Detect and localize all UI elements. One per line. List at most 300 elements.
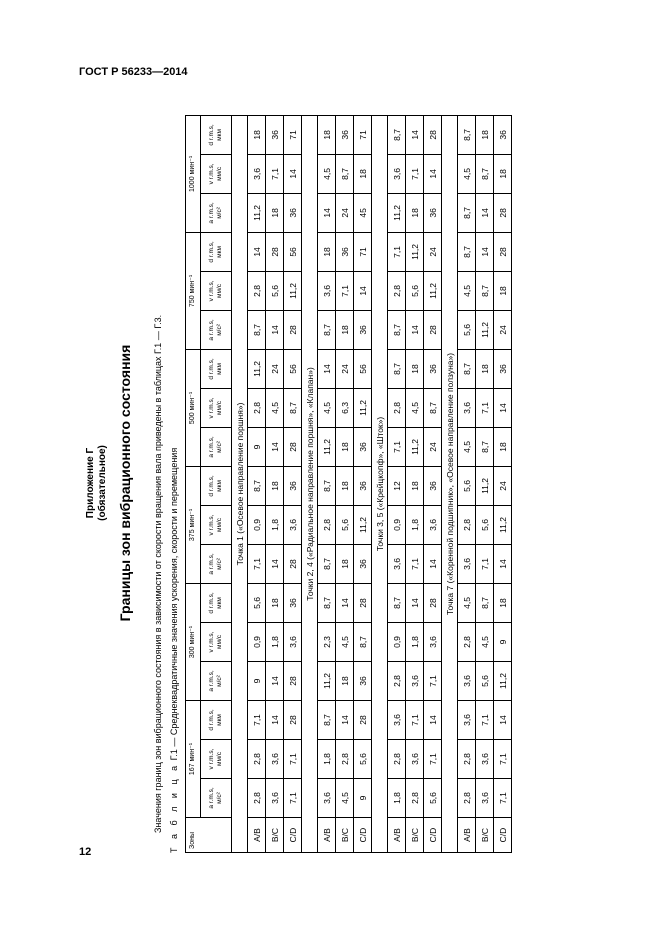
value-cell: 8,7 (458, 349, 476, 388)
value-cell: 71 (284, 115, 302, 154)
quantity-header (201, 466, 232, 505)
value-cell: 18 (336, 427, 354, 466)
zone-cell: C/D (424, 818, 442, 853)
value-cell: 3,6 (476, 779, 494, 818)
value-cell: 7,1 (284, 740, 302, 779)
quantity-header (201, 310, 232, 349)
value-cell: 45 (354, 193, 372, 232)
value-cell: 14 (424, 544, 442, 583)
value-cell: 7,1 (406, 700, 424, 739)
value-cell: 9 (494, 622, 512, 661)
value-cell: 7,1 (248, 700, 266, 739)
quantity-unit: мкм (216, 597, 223, 609)
speed-header: 375 мин⁻¹ (186, 466, 201, 583)
speed-header: 300 мин⁻¹ (186, 583, 201, 700)
table-row (336, 115, 354, 852)
quantity-symbol: a r.m.s, (208, 670, 215, 692)
value-cell: 18 (336, 544, 354, 583)
quantity-symbol: a r.m.s, (208, 319, 215, 341)
value-cell: 18 (318, 232, 336, 271)
value-cell: 5,6 (248, 583, 266, 622)
value-cell: 14 (424, 154, 442, 193)
value-cell: 4,5 (458, 427, 476, 466)
value-cell: 11,2 (354, 505, 372, 544)
quantity-unit: мм/с (216, 517, 223, 532)
value-cell: 11,2 (494, 505, 512, 544)
value-cell: 14 (336, 700, 354, 739)
value-cell: 8,7 (388, 583, 406, 622)
value-cell: 2,8 (248, 779, 266, 818)
value-cell: 14 (406, 115, 424, 154)
value-cell: 36 (284, 193, 302, 232)
quantity-unit: мкм (216, 363, 223, 375)
value-cell: 3,6 (284, 622, 302, 661)
table-body (232, 115, 512, 852)
value-cell: 7,1 (476, 544, 494, 583)
table-caption-text: Г.1 — Среднеквадратичные значения ускорения, скорости и перемещения (169, 447, 179, 761)
value-cell: 8,7 (248, 310, 266, 349)
quantity-symbol: a r.m.s, (208, 553, 215, 575)
section-row (232, 115, 248, 852)
value-cell: 11,2 (388, 193, 406, 232)
value-cell: 8,7 (318, 700, 336, 739)
appendix-status: (обязательное) (97, 445, 108, 521)
value-cell: 18 (406, 193, 424, 232)
value-cell: 11,2 (248, 193, 266, 232)
value-cell: 14 (406, 583, 424, 622)
quantity-symbol: v r.m.s, (208, 280, 215, 302)
value-cell: 9 (248, 427, 266, 466)
value-cell: 28 (424, 583, 442, 622)
section-row (442, 115, 458, 852)
value-cell: 7,1 (424, 661, 442, 700)
quantity-unit: мкм (216, 480, 223, 492)
value-cell: 2,3 (318, 622, 336, 661)
zone-cell: C/D (284, 818, 302, 853)
value-cell: 11,2 (406, 427, 424, 466)
value-cell: 28 (284, 700, 302, 739)
quantity-header (201, 427, 232, 466)
value-cell: 18 (266, 466, 284, 505)
quantity-header (201, 349, 232, 388)
value-cell: 7,1 (406, 154, 424, 193)
quantity-symbol: a r.m.s, (208, 202, 215, 224)
value-cell: 4,5 (476, 622, 494, 661)
table-row (318, 115, 336, 852)
value-cell: 3,6 (458, 544, 476, 583)
value-cell: 3,6 (388, 700, 406, 739)
section-title: Точка 7 («Коренной подшипник», «Осевое направление ползуна») (442, 115, 458, 852)
value-cell: 36 (266, 115, 284, 154)
value-cell: 18 (494, 583, 512, 622)
value-cell: 3,6 (406, 740, 424, 779)
value-cell: 11,2 (248, 349, 266, 388)
table-row (266, 115, 284, 852)
quantity-unit: м/с² (216, 675, 223, 687)
rotated-page-content (85, 108, 590, 858)
value-cell: 2,8 (388, 388, 406, 427)
section-title: Точки 3, 5 («Крейцкопф», «Шток») (372, 115, 388, 852)
value-cell: 1,8 (266, 505, 284, 544)
value-cell: 18 (336, 466, 354, 505)
value-cell: 14 (266, 310, 284, 349)
section-title: Точка 1 («Осевое направление поршня») (232, 115, 248, 852)
value-cell: 18 (248, 115, 266, 154)
value-cell: 28 (354, 700, 372, 739)
value-cell: 8,7 (318, 466, 336, 505)
page-number: 12 (79, 846, 92, 858)
quantity-header (201, 505, 232, 544)
value-cell: 36 (336, 232, 354, 271)
zone-cell: B/C (266, 818, 284, 853)
value-cell: 11,2 (406, 232, 424, 271)
value-cell: 36 (494, 349, 512, 388)
quantity-symbol: v r.m.s, (208, 397, 215, 419)
value-cell: 8,7 (388, 310, 406, 349)
value-cell: 8,7 (388, 115, 406, 154)
value-cell: 7,1 (494, 779, 512, 818)
value-cell: 1,8 (266, 622, 284, 661)
value-cell: 18 (336, 661, 354, 700)
value-cell: 36 (354, 544, 372, 583)
value-cell: 18 (494, 154, 512, 193)
value-cell: 2,8 (248, 740, 266, 779)
value-cell: 24 (336, 349, 354, 388)
section-row (372, 115, 388, 852)
table-row (424, 115, 442, 852)
value-cell: 7,1 (248, 544, 266, 583)
vibration-zones-table (185, 115, 512, 853)
quantity-unit: м/с² (216, 441, 223, 453)
value-cell: 4,5 (336, 622, 354, 661)
value-cell: 11,2 (476, 466, 494, 505)
value-cell: 3,6 (476, 740, 494, 779)
value-cell: 28 (284, 661, 302, 700)
value-cell: 2,8 (458, 740, 476, 779)
value-cell: 8,7 (318, 310, 336, 349)
value-cell: 36 (354, 427, 372, 466)
quantity-symbol: d r.m.s, (208, 241, 215, 263)
value-cell: 14 (494, 700, 512, 739)
quantity-header (201, 583, 232, 622)
value-cell: 2,8 (458, 622, 476, 661)
value-cell: 18 (494, 271, 512, 310)
value-cell: 28 (494, 232, 512, 271)
value-cell: 4,5 (406, 388, 424, 427)
quantity-unit: мкм (216, 714, 223, 726)
value-cell: 28 (494, 193, 512, 232)
value-cell: 5,6 (476, 661, 494, 700)
quantity-symbol: d r.m.s, (208, 592, 215, 614)
value-cell: 18 (406, 349, 424, 388)
table-row (406, 115, 424, 852)
value-cell: 14 (284, 154, 302, 193)
appendix-label: Приложение Г (85, 447, 96, 519)
quantity-header (201, 779, 232, 818)
zone-cell: C/D (494, 818, 512, 853)
value-cell: 2,8 (458, 505, 476, 544)
value-cell: 4,5 (336, 779, 354, 818)
value-cell: 8,7 (476, 154, 494, 193)
value-cell: 14 (266, 544, 284, 583)
quantity-unit: мкм (216, 246, 223, 258)
speed-header: 1000 мин⁻¹ (186, 115, 201, 232)
quantity-header (201, 154, 232, 193)
quantity-header (201, 622, 232, 661)
quantity-header (201, 700, 232, 739)
value-cell: 14 (494, 544, 512, 583)
value-cell: 4,5 (318, 154, 336, 193)
value-cell: 36 (284, 466, 302, 505)
quantity-header (201, 193, 232, 232)
zone-cell: A/B (458, 818, 476, 853)
value-cell: 11,2 (354, 388, 372, 427)
quantity-symbol: d r.m.s, (208, 358, 215, 380)
value-cell: 8,7 (318, 583, 336, 622)
value-cell: 14 (476, 232, 494, 271)
value-cell: 3,6 (388, 154, 406, 193)
value-cell: 24 (494, 310, 512, 349)
appendix-heading (85, 108, 109, 858)
value-cell: 18 (476, 349, 494, 388)
value-cell: 8,7 (318, 544, 336, 583)
value-cell: 7,1 (494, 740, 512, 779)
value-cell: 7,1 (406, 544, 424, 583)
quantity-header (201, 661, 232, 700)
value-cell: 5,6 (354, 740, 372, 779)
value-cell: 36 (336, 115, 354, 154)
value-cell: 28 (284, 310, 302, 349)
quantity-symbol: v r.m.s, (208, 163, 215, 185)
quantity-symbol: d r.m.s, (208, 709, 215, 731)
value-cell: 18 (476, 115, 494, 154)
value-cell: 8,7 (336, 154, 354, 193)
value-cell: 24 (424, 232, 442, 271)
value-cell: 0,9 (388, 622, 406, 661)
value-cell: 2,8 (336, 740, 354, 779)
value-cell: 8,7 (388, 349, 406, 388)
appendix-title: Границы зон вибрационного состояния (117, 344, 133, 622)
value-cell: 11,2 (424, 271, 442, 310)
value-cell: 11,2 (494, 661, 512, 700)
value-cell: 24 (336, 193, 354, 232)
value-cell: 56 (284, 349, 302, 388)
value-cell: 56 (284, 232, 302, 271)
value-cell: 36 (424, 193, 442, 232)
value-cell: 11,2 (318, 661, 336, 700)
quantity-symbol: v r.m.s, (208, 748, 215, 770)
value-cell: 12 (388, 466, 406, 505)
speed-header: 167 мин⁻¹ (186, 700, 201, 817)
quantity-unit: мм/с (216, 283, 223, 298)
table-row (284, 115, 302, 852)
value-cell: 28 (284, 544, 302, 583)
value-cell: 28 (266, 232, 284, 271)
value-cell: 3,6 (318, 779, 336, 818)
table-row (458, 115, 476, 852)
value-cell: 14 (248, 232, 266, 271)
zone-cell: A/B (318, 818, 336, 853)
section-title: Точки 2, 4 («Радиальное направление поршня», «Клапан») (302, 115, 318, 852)
quantity-header (201, 115, 232, 154)
value-cell: 3,6 (458, 661, 476, 700)
value-cell: 5,6 (476, 505, 494, 544)
value-cell: 5,6 (266, 271, 284, 310)
value-cell: 6,3 (336, 388, 354, 427)
value-cell: 8,7 (458, 193, 476, 232)
value-cell: 14 (336, 583, 354, 622)
value-cell: 14 (406, 310, 424, 349)
value-cell: 7,1 (476, 700, 494, 739)
quantity-symbol: v r.m.s, (208, 631, 215, 653)
value-cell: 5,6 (458, 310, 476, 349)
value-cell: 3,6 (266, 740, 284, 779)
value-cell: 8,7 (476, 271, 494, 310)
value-cell: 0,9 (248, 505, 266, 544)
value-cell: 8,7 (284, 388, 302, 427)
table-caption (169, 448, 179, 853)
value-cell: 5,6 (458, 466, 476, 505)
value-cell: 11,2 (476, 310, 494, 349)
quantity-unit: мм/с (216, 752, 223, 766)
value-cell: 11,2 (284, 271, 302, 310)
value-cell: 7,1 (424, 740, 442, 779)
intro-paragraph: Значения границ зон вибрационного состояния в зависимости от скорости вращения вала приведены в таблицах Г.1 — Г.3. (153, 314, 163, 833)
value-cell: 36 (494, 115, 512, 154)
value-cell: 7,1 (336, 271, 354, 310)
value-cell: 71 (354, 115, 372, 154)
value-cell: 18 (336, 310, 354, 349)
quantity-unit: мм/с (216, 634, 223, 649)
value-cell: 8,7 (458, 232, 476, 271)
value-cell: 8,7 (424, 388, 442, 427)
value-cell: 4,5 (318, 388, 336, 427)
table-caption-prefix: Т а б л и ц а (169, 762, 179, 853)
zone-cell: C/D (354, 818, 372, 853)
value-cell: 3,6 (458, 700, 476, 739)
value-cell: 9 (354, 779, 372, 818)
quantity-unit: м/с² (216, 558, 223, 570)
value-cell: 8,7 (354, 622, 372, 661)
value-cell: 2,8 (388, 661, 406, 700)
quantity-header (201, 740, 232, 779)
value-cell: 14 (424, 700, 442, 739)
value-cell: 36 (424, 466, 442, 505)
value-cell: 36 (354, 661, 372, 700)
table-row (476, 115, 494, 852)
quantity-unit: мм/с (216, 166, 223, 181)
value-cell: 24 (494, 466, 512, 505)
value-cell: 5,6 (336, 505, 354, 544)
value-cell: 14 (476, 193, 494, 232)
speed-header: 750 мин⁻¹ (186, 232, 201, 349)
value-cell: 8,7 (458, 115, 476, 154)
value-cell: 14 (266, 700, 284, 739)
section-row (302, 115, 318, 852)
table-row (354, 115, 372, 852)
value-cell: 18 (354, 154, 372, 193)
value-cell: 28 (424, 115, 442, 154)
value-cell: 0,9 (248, 622, 266, 661)
table-row (388, 115, 406, 852)
value-cell: 2,8 (388, 271, 406, 310)
value-cell: 14 (354, 271, 372, 310)
document-header: ГОСТ Р 56233—2014 (79, 66, 188, 78)
value-cell: 2,8 (248, 271, 266, 310)
value-cell: 18 (266, 583, 284, 622)
value-cell: 2,8 (458, 779, 476, 818)
value-cell: 4,5 (266, 388, 284, 427)
table-row (248, 115, 266, 852)
value-cell: 36 (424, 349, 442, 388)
value-cell: 4,5 (458, 271, 476, 310)
value-cell: 11,2 (318, 427, 336, 466)
quantity-unit: м/с² (216, 324, 223, 336)
zone-cell: A/B (248, 818, 266, 853)
value-cell: 1,8 (406, 505, 424, 544)
value-cell: 3,6 (458, 388, 476, 427)
value-cell: 2,8 (248, 388, 266, 427)
value-cell: 4,5 (458, 583, 476, 622)
value-cell: 7,1 (266, 154, 284, 193)
value-cell: 18 (318, 115, 336, 154)
zones-header: Зоны (186, 818, 232, 853)
speed-header: 500 мин⁻¹ (186, 349, 201, 466)
value-cell: 24 (424, 427, 442, 466)
quantity-header (201, 544, 232, 583)
value-cell: 7,1 (388, 427, 406, 466)
value-cell: 3,6 (248, 154, 266, 193)
value-cell: 3,6 (388, 544, 406, 583)
quantity-symbol: a r.m.s, (208, 787, 215, 809)
value-cell: 8,7 (248, 466, 266, 505)
zone-cell: B/C (476, 818, 494, 853)
value-cell: 2,8 (406, 779, 424, 818)
quantity-unit: мкм (216, 129, 223, 141)
value-cell: 18 (406, 466, 424, 505)
value-cell: 36 (284, 583, 302, 622)
quantity-unit: м/с² (216, 792, 223, 804)
value-cell: 14 (266, 427, 284, 466)
value-cell: 2,8 (318, 505, 336, 544)
zone-cell: A/B (388, 818, 406, 853)
value-cell: 3,6 (266, 779, 284, 818)
value-cell: 2,8 (388, 740, 406, 779)
value-cell: 28 (424, 310, 442, 349)
value-cell: 4,5 (458, 154, 476, 193)
zone-cell: B/C (406, 818, 424, 853)
value-cell: 36 (354, 466, 372, 505)
value-cell: 7,1 (476, 388, 494, 427)
value-cell: 0,9 (388, 505, 406, 544)
value-cell: 18 (266, 193, 284, 232)
quantity-symbol: a r.m.s, (208, 436, 215, 458)
value-cell: 28 (354, 583, 372, 622)
table-row (494, 115, 512, 852)
value-cell: 14 (318, 349, 336, 388)
value-cell: 7,1 (388, 232, 406, 271)
quantity-header-row (201, 115, 232, 852)
value-cell: 1,8 (388, 779, 406, 818)
value-cell: 14 (494, 388, 512, 427)
value-cell: 18 (494, 427, 512, 466)
value-cell: 3,6 (318, 271, 336, 310)
quantity-header (201, 388, 232, 427)
quantity-symbol: d r.m.s, (208, 475, 215, 497)
value-cell: 7,1 (284, 779, 302, 818)
quantity-unit: мм/с (216, 400, 223, 415)
value-cell: 14 (266, 661, 284, 700)
